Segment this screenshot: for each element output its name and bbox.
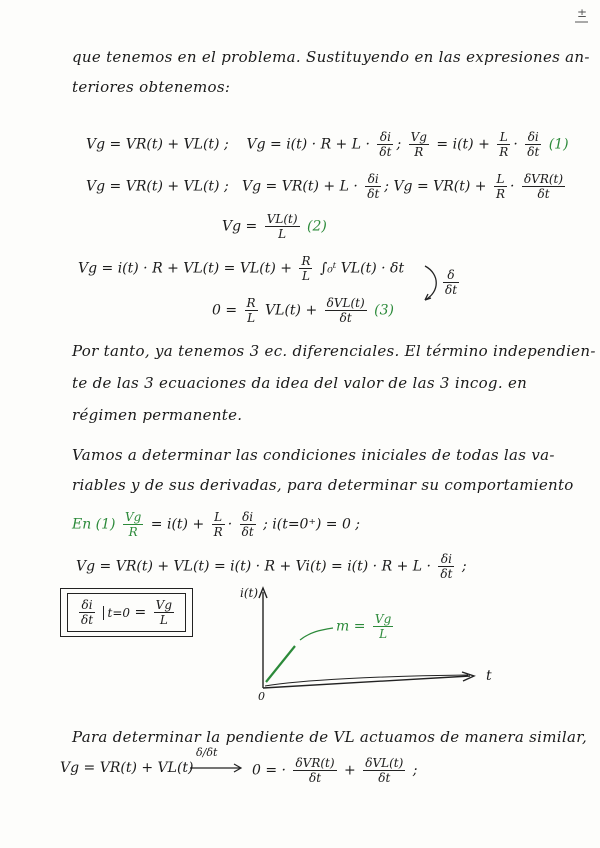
frac-r2c2: $\frac{\text{δVR(t)}}{\delta t}$ [523, 172, 564, 201]
slope-pre: m = [336, 618, 366, 635]
equation-row-2: Vg = VR(t) + VL(t) ; Vg = VR(t) + L · $\frac{\delta i}{\delta t}$ ; Vg = VR(t) + $\frac{L}{R}$ · $\frac{\text{δVR(t)}}{\delta t}$ [86, 172, 564, 201]
frac-r2c: $\frac{L}{R}$ [495, 172, 506, 201]
paragraph-2-line-3: régimen permanente. [72, 406, 243, 424]
paragraph-2-line-1: Por tanto, ya tenemos 3 ec. diferenciales. El término independien- [72, 342, 596, 360]
frac-deriv: $\frac{\delta}{\delta t}$ [445, 268, 458, 297]
frac-en1b: $\frac{L}{R}$ [213, 510, 223, 539]
en-1-line: En (1) $\frac{Vg}{R}$ = i(t) + $\frac{L}{R}$ · $\frac{\delta i}{\delta t}$ ; i(t=0⁺) = 0 ; [72, 510, 361, 539]
paragraph-3-line-2: riables y de sus derivadas, para determinar su comportamiento [72, 476, 574, 494]
paragraph-1-line-1: que tenemos en el problema. Sustituyendo en las expresiones an- [72, 48, 590, 66]
eq-r4-post: ∫₀ᵗ VL(t) · δt [319, 260, 405, 277]
frac-r5b: $\frac{\text{δVL(t)}}{\delta t}$ [326, 296, 365, 325]
frac-r3: $\frac{VL(t)}{L}$ [266, 212, 298, 241]
eq-r1a: Vg = VR(t) + VL(t) ; [86, 136, 229, 153]
slope-line [266, 646, 295, 682]
boxed-eq: = [134, 604, 147, 621]
eq-r5-mid: VL(t) + [265, 302, 318, 319]
graph-origin: 0 [258, 690, 265, 703]
frac-boxed: $\frac{\delta i}{\delta t}$ [81, 598, 94, 627]
frac-r1c2: $\frac{L}{R}$ [499, 130, 509, 159]
frac-r2b: $\frac{\delta i}{\delta t}$ [367, 172, 380, 201]
eq6-post: ; [461, 558, 467, 575]
eq-tag-3: (3) [374, 302, 394, 319]
last-post: ; [412, 762, 418, 779]
en-1-post: ; i(t=0⁺) = 0 ; [263, 516, 361, 533]
frac-last2: $\frac{\text{δVL(t)}}{\delta t}$ [365, 756, 404, 785]
derivative-operator [440, 268, 462, 297]
en-1-label: En (1) [72, 516, 116, 533]
paragraph-1-line-2: teriores obtenemos: [72, 78, 231, 96]
last-arrow-label: δ/δt [196, 746, 218, 759]
last-equation-right [252, 756, 417, 785]
frac-en1: $\frac{Vg}{R}$ [124, 510, 142, 539]
corner-mark: ± [577, 6, 588, 20]
equation-row-1: Vg = VR(t) + VL(t) ; Vg = i(t) · R + L · $\frac{\delta i}{\delta t}$ ; $\frac{Vg}{R}$ = i(t) + $\frac{L}{R}$ · $\frac{\delta i}{\delta t}$ (1) [86, 130, 569, 159]
paragraph-4-line-1: Para determinar la pendiente de VL actuamos de manera similar, [72, 728, 588, 746]
eq6-pre: Vg = VR(t) + VL(t) = i(t) · R + Vi(t) = i(t) · R + L · [76, 558, 431, 575]
boxed-at: t=0 [103, 606, 131, 620]
frac-last1: $\frac{\text{δVR(t)}}{\delta t}$ [295, 756, 335, 785]
last-equation-left: Vg = VR(t) + VL(t) [60, 760, 194, 776]
graph-x-label: t [486, 668, 492, 684]
frac-r4: $\frac{R}{L}$ [301, 254, 311, 283]
eq-tag-1: (1) [548, 136, 569, 153]
equation-row-5 [212, 296, 394, 325]
frac-boxed2: $\frac{Vg}{L}$ [155, 598, 173, 627]
graph-y-label: i(t) [240, 586, 259, 600]
last-plus: + [344, 762, 356, 779]
frac-r1c: $\frac{Vg}{R}$ [410, 130, 427, 159]
frac-r1b: $\frac{\delta i}{\delta t}$ [379, 130, 392, 159]
eq-r2b: Vg = VR(t) + L · [242, 178, 358, 195]
en-1-mid: = i(t) + [150, 516, 205, 533]
slope-pointer [300, 628, 333, 640]
graph-curve [265, 675, 468, 686]
eq-r4-pre: Vg = i(t) · R + VL(t) = VL(t) + [78, 260, 292, 277]
eq-r3-pre: Vg = [222, 218, 258, 235]
paragraph-3-line-1: Vamos a determinar las condiciones iniciales de todas las va- [72, 446, 555, 464]
eq-r1b: Vg = i(t) · R + L · [246, 136, 370, 153]
frac-en1c: $\frac{\delta i}{\delta t}$ [241, 510, 254, 539]
eq-r5-pre: 0 = [212, 302, 238, 319]
frac-r1c3: $\frac{\delta i}{\delta t}$ [527, 130, 540, 159]
eq-r1c-mid: = i(t) + [436, 136, 490, 153]
frac-slope: $\frac{Vg}{L}$ [374, 612, 392, 641]
eq-r2a: Vg = VR(t) + VL(t) ; [86, 178, 229, 195]
equation-row-6 [76, 552, 467, 581]
boxed-initial-slope [60, 588, 193, 637]
last-mid: 0 = · [252, 762, 286, 779]
derivative-bracket [425, 266, 436, 300]
equation-row-3 [222, 212, 327, 241]
frac-eq6: $\frac{\delta i}{\delta t}$ [440, 552, 453, 581]
graph-slope-label [336, 612, 396, 641]
equation-row-4 [78, 254, 404, 283]
paragraph-2-line-2: te de las 3 ecuaciones da idea del valor de las 3 incog. en [72, 374, 528, 392]
frac-r5: $\frac{R}{L}$ [246, 296, 256, 325]
eq-r2c: Vg = VR(t) + [393, 178, 487, 195]
eq-tag-2: (2) [307, 218, 327, 235]
